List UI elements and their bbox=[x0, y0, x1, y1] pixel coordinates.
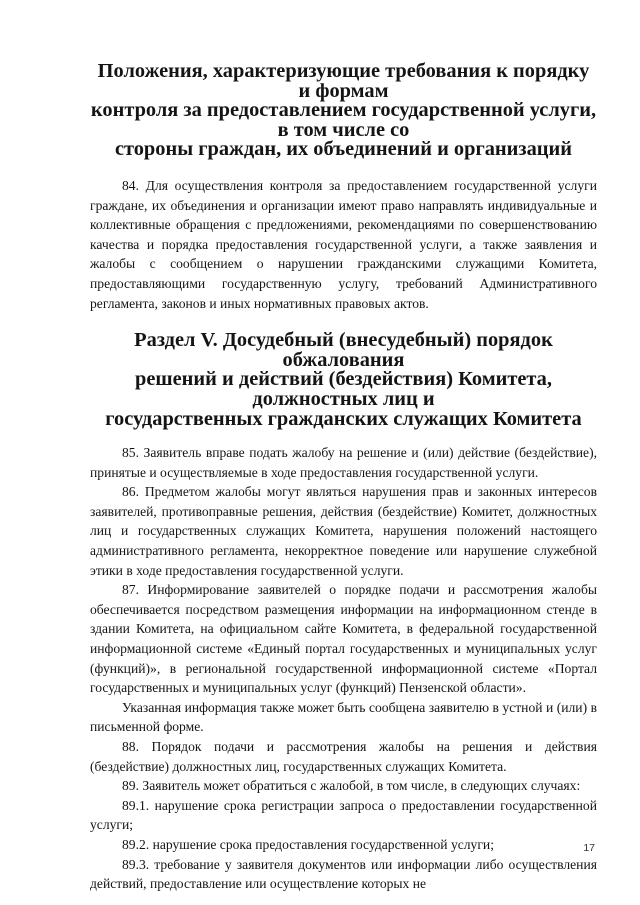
heading-line: Раздел V. Досудебный (внесудебный) порядок обжалования bbox=[134, 329, 553, 371]
document-page bbox=[90, 62, 597, 894]
paragraph-89-2: 89.2. нарушение срока предоставления государственной услуги; bbox=[122, 836, 494, 852]
paragraph-87-note: Указанная информация также может быть сообщена заявителю в устной и (или) в письменной форме. bbox=[90, 699, 597, 735]
paragraph-89-3: 89.3. требование у заявителя документов или информации либо осуществления действий, предоставление или осуществление которых не bbox=[90, 856, 597, 892]
paragraph-89: 89. Заявитель может обратиться с жалобой, в том числе, в следующих случаях: bbox=[122, 778, 581, 794]
heading-line: государственных гражданских служащих Комитета bbox=[105, 407, 582, 430]
heading-line: решений и действий (бездействия) Комитета, должностных лиц и bbox=[135, 368, 552, 410]
paragraph-89-1: 89.1. нарушение срока регистрации запроса о предоставлении государственной услуги; bbox=[90, 797, 597, 833]
section-heading-v bbox=[90, 331, 597, 429]
paragraph-87: 87. Информирование заявителей о порядке подачи и рассмотрения жалобы обеспечивается посредством размещения информации на информационном стенде в здании Комитета, на официальном сайте Комитета, в федеральной государственной информационной системе «Единый портал государственных и муниципальных услуг (функций)», в региональной государственной информационной системе «Портал государственных и муниципальных услуг (функций) Пензенской области». bbox=[90, 582, 597, 696]
paragraph-88: 88. Порядок подачи и рассмотрения жалобы на решения и действия (бездействие) должностных лиц, государственных служащих Комитета. bbox=[90, 739, 597, 774]
heading-line: контроля за предоставлением государственной услуги, в том числе со bbox=[90, 99, 597, 141]
section-heading-control bbox=[90, 62, 597, 160]
heading-line: Положения, характеризующие требования к порядку и формам bbox=[97, 60, 590, 102]
paragraph-84: 84. Для осуществления контроля за предоставлением государственной услуги граждане, их объединения и организации имеют право направлять индивидуальные и коллективные обращения с предложениями, рекомендациями по совершенствованию качества и порядка предоставления государственной услуги, а также заявления и жалобы с сообщением о нарушении гражданскими служащими Комитета, предоставляющими государственную услугу, требований Административного регламента, законов и иных нормативных правовых актов. bbox=[90, 177, 597, 311]
paragraph-86: 86. Предметом жалобы могут являться нарушения прав и законных интересов заявителей, противоправные решения, действия (бездействие) Комитет, должностных лиц и государственных служащих Комитета, нарушения положений настоящего административного регламента, некорректное поведение или нарушение служебной этики в ходе предоставления государственной услуги. bbox=[90, 484, 597, 578]
paragraph-85: 85. Заявитель вправе подать жалобу на решение и (или) действие (бездействие), принятые и осуществляемые в ходе предоставления государственной услуги. bbox=[90, 445, 597, 480]
page-number: 17 bbox=[583, 842, 595, 854]
heading-line: стороны граждан, их объединений и организаций bbox=[114, 138, 573, 161]
